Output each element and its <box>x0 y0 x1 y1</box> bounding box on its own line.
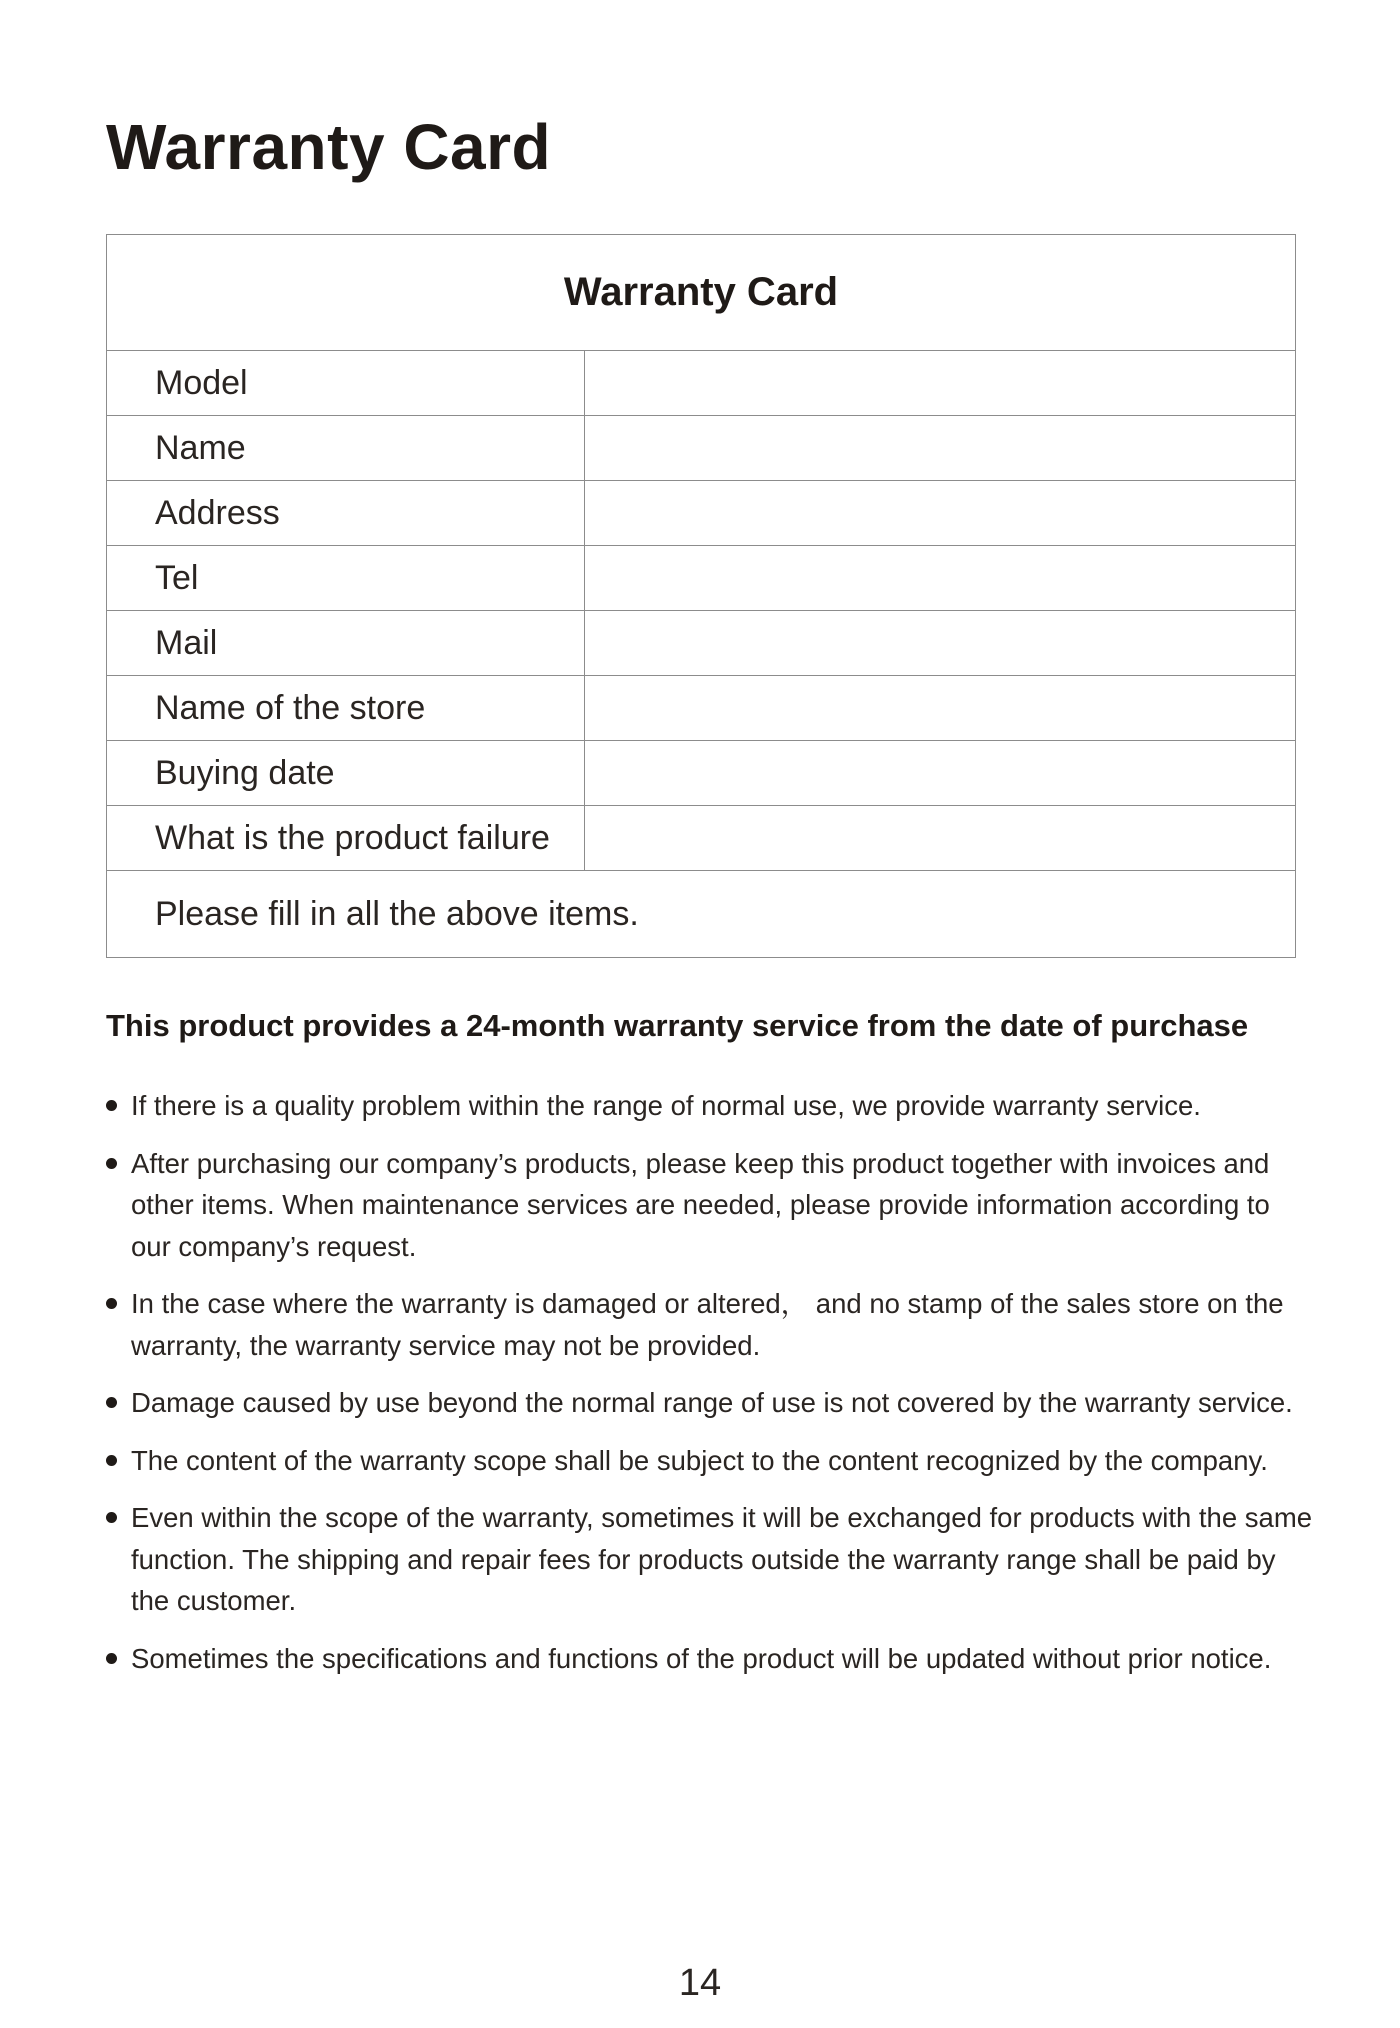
list-item-text: If there is a quality problem within the range of normal use, we provide warranty service. <box>131 1090 1201 1121</box>
card-row-model <box>107 351 1295 416</box>
list-item <box>106 1497 1316 1622</box>
bullet-icon <box>106 1158 117 1169</box>
list-item <box>106 1085 1316 1127</box>
warranty-card-table <box>106 234 1296 958</box>
card-label-store: Name of the store <box>107 676 585 740</box>
list-item-text: Sometimes the specifications and functions of the product will be updated without prior notice. <box>131 1642 1272 1674</box>
card-field-name[interactable] <box>585 416 1295 480</box>
list-item-text: Damage caused by use beyond the normal range of use is not covered by the warranty service. <box>131 1387 1293 1418</box>
card-label-failure: What is the product failure <box>107 806 585 870</box>
list-item <box>106 1382 1316 1424</box>
list-item-text: After purchasing our company’s products, please keep this product together with invoices and other items. When maintenance services are needed, please provide information according to our company’s request. <box>131 1147 1270 1262</box>
card-row-address <box>107 481 1295 546</box>
warranty-terms-list <box>106 1085 1316 1695</box>
card-row-failure <box>107 806 1295 871</box>
list-item-text: In the case where the warranty is damaged or altered， and no stamp of the sales store on the warranty, the warranty service may not be provided. <box>131 1288 1284 1361</box>
card-row-name <box>107 416 1295 481</box>
card-field-store[interactable] <box>585 676 1295 740</box>
card-header: Warranty Card <box>107 235 1295 351</box>
list-item <box>106 1283 1316 1366</box>
card-label-buying-date: Buying date <box>107 741 585 805</box>
card-field-tel[interactable] <box>585 546 1295 610</box>
bullet-icon <box>106 1100 117 1111</box>
list-item <box>106 1143 1316 1268</box>
warranty-heading: This product provides a 24-month warranty service from the date of purchase <box>106 1008 1249 1043</box>
card-label-tel: Tel <box>107 546 585 610</box>
list-item <box>106 1440 1316 1482</box>
list-item <box>106 1638 1316 1680</box>
card-row-buying-date <box>107 741 1295 806</box>
card-note: Please fill in all the above items. <box>155 894 639 933</box>
bullet-icon <box>106 1298 117 1309</box>
bullet-icon <box>106 1455 117 1466</box>
bullet-icon <box>106 1653 117 1664</box>
card-label-name: Name <box>107 416 585 480</box>
card-label-model: Model <box>107 351 585 415</box>
card-field-model[interactable] <box>585 351 1295 415</box>
card-row-mail <box>107 611 1295 676</box>
list-item-text: Even within the scope of the warranty, sometimes it will be exchanged for products with the same function. The shipping and repair fees for products outside the warranty range shall be paid by the customer. <box>131 1502 1313 1616</box>
card-row-tel <box>107 546 1295 611</box>
list-item-text: The content of the warranty scope shall be subject to the content recognized by the company. <box>131 1444 1268 1476</box>
page-number: 14 <box>678 1962 722 2004</box>
card-field-address[interactable] <box>585 481 1295 545</box>
card-field-failure[interactable] <box>585 806 1295 870</box>
card-row-store <box>107 676 1295 741</box>
card-field-buying-date[interactable] <box>585 741 1295 805</box>
card-field-mail[interactable] <box>585 611 1295 675</box>
card-label-address: Address <box>107 481 585 545</box>
bullet-icon <box>106 1397 117 1408</box>
page-title: Warranty Card <box>106 111 552 183</box>
bullet-icon <box>106 1512 117 1523</box>
card-label-mail: Mail <box>107 611 585 675</box>
